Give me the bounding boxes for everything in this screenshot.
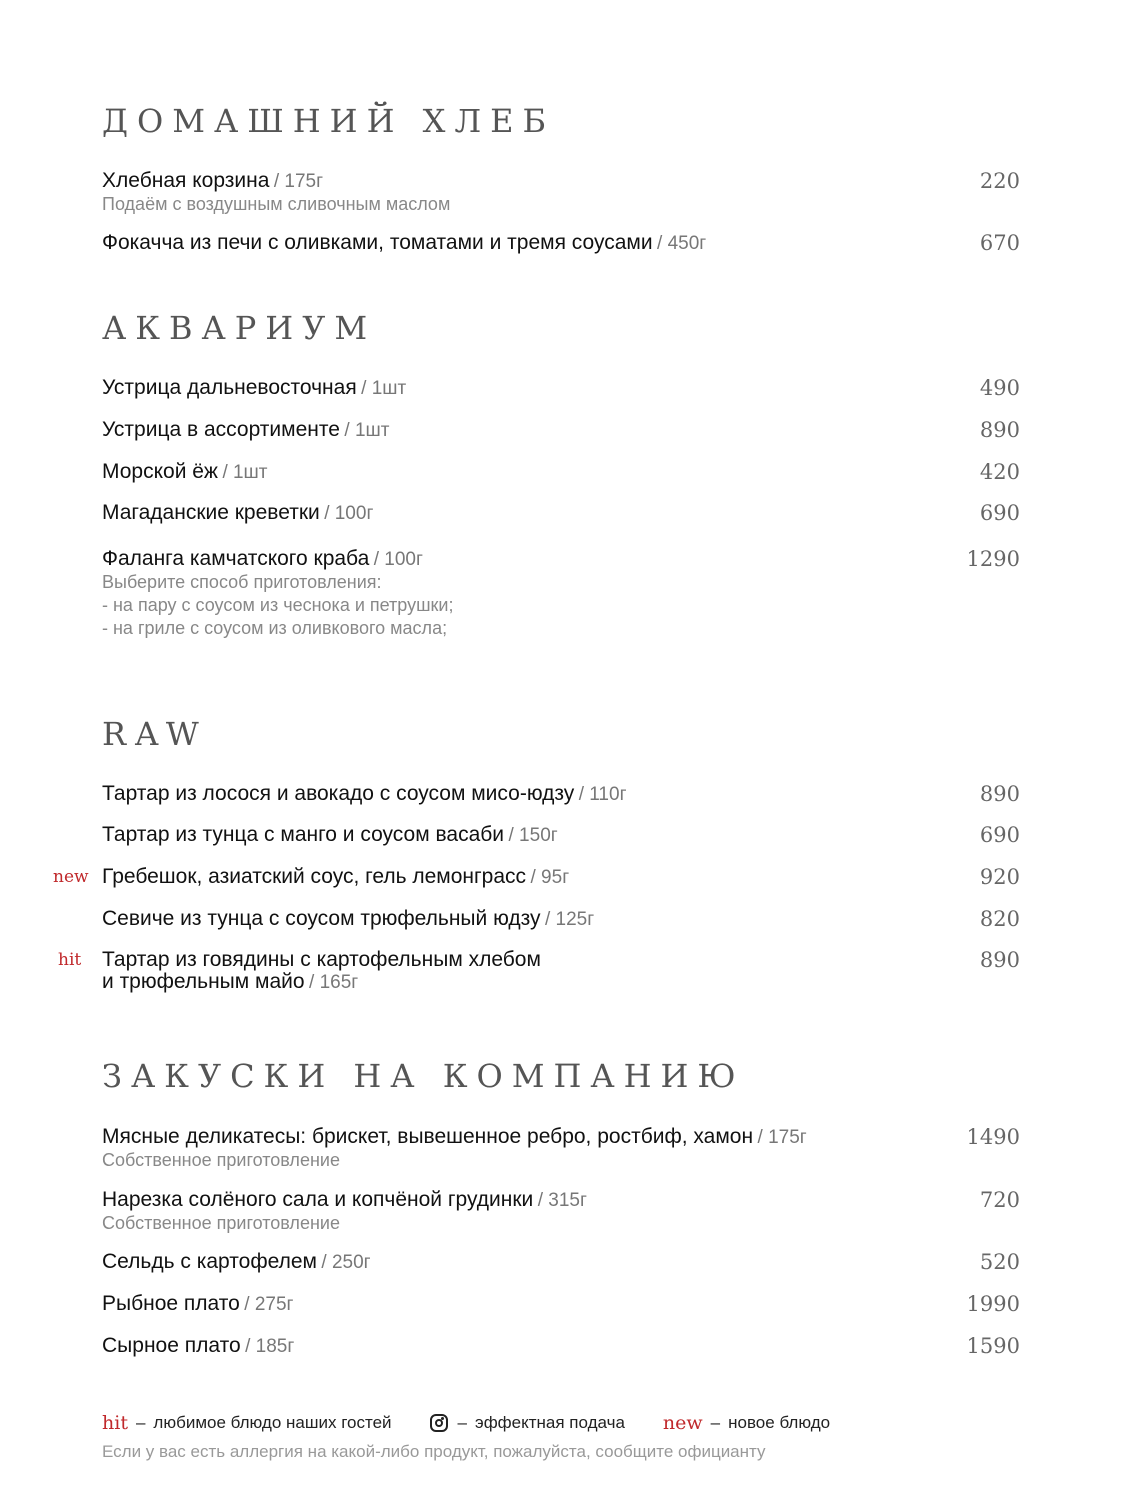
legend-dash: – <box>457 1413 468 1432</box>
item-name: Севиче из тунца с соусом трюфельный юдзу <box>102 907 541 930</box>
item-weight: / 1шт <box>344 420 390 441</box>
item-price: 1490 <box>966 1125 1020 1149</box>
hit-badge: hit <box>58 950 82 970</box>
section-title: АКВАРИУМ <box>102 309 377 347</box>
menu-item <box>102 377 1020 400</box>
section-bread <box>102 102 1020 255</box>
item-description: Подаём с воздушным сливочным маслом <box>102 194 451 214</box>
legend-row <box>102 1410 1002 1436</box>
menu-item <box>58 948 1020 994</box>
item-weight: / 95г <box>530 867 570 888</box>
instagram-icon <box>430 1414 448 1432</box>
menu-item <box>102 1335 1020 1358</box>
item-description-line: Выберите способ приготовления: <box>102 572 382 592</box>
item-name: Фаланга камчатского краба <box>102 547 370 570</box>
item-name: Устрица дальневосточная <box>102 376 357 399</box>
item-price: 890 <box>979 418 1020 442</box>
menu-item <box>102 1126 1020 1172</box>
new-badge: new <box>53 867 89 887</box>
section-title: RAW <box>102 715 208 753</box>
section-snacks <box>102 1057 1020 1358</box>
item-weight: / 450г <box>657 233 707 254</box>
item-price: 920 <box>979 865 1020 889</box>
item-description-line: - на гриле с соусом из оливкового масла; <box>102 618 448 638</box>
item-name: Тартар из лосося и авокадо с соусом мисо-юдзу <box>102 782 575 805</box>
item-name-continued: и трюфельным майо <box>102 970 305 993</box>
item-price: 670 <box>979 231 1020 255</box>
section-title: ДОМАШНИЙ ХЛЕБ <box>102 102 556 140</box>
item-price: 820 <box>979 907 1020 931</box>
item-weight: / 100г <box>373 549 423 570</box>
allergy-notice: Если у вас есть аллергия на какой-либо продукт, пожалуйста, сообщите официанту <box>102 1442 766 1461</box>
item-name: Нарезка солёного сала и копчёной грудинки <box>102 1188 534 1211</box>
item-weight: / 250г <box>321 1252 371 1273</box>
legend-insta-text: эффектная подача <box>475 1413 625 1432</box>
menu-item <box>102 1189 1020 1235</box>
item-price: 890 <box>979 782 1020 806</box>
legend-hit-text: любимое блюдо наших гостей <box>153 1413 392 1432</box>
legend-dash: – <box>710 1413 721 1432</box>
item-name: Рыбное плато <box>102 1292 240 1315</box>
item-weight: / 1шт <box>222 462 268 483</box>
item-weight: / 165г <box>309 972 359 993</box>
item-price: 890 <box>979 948 1020 972</box>
item-price: 490 <box>979 376 1020 400</box>
section-title: ЗАКУСКИ НА КОМПАНИЮ <box>102 1057 745 1095</box>
item-price: 220 <box>979 169 1020 193</box>
new-badge: new <box>662 1412 703 1434</box>
menu-item <box>102 783 1020 806</box>
item-name: Морской ёж <box>102 460 218 483</box>
item-weight: / 110г <box>578 784 627 805</box>
item-weight: / 175г <box>273 171 324 192</box>
legend-new-text: новое блюдо <box>728 1413 831 1432</box>
menu-item <box>102 170 1020 216</box>
item-price: 520 <box>979 1250 1020 1274</box>
item-price: 1290 <box>966 547 1020 571</box>
item-description: Собственное приготовление <box>102 1150 340 1170</box>
item-weight: / 315г <box>537 1190 587 1211</box>
item-description: Собственное приготовление <box>102 1213 340 1233</box>
item-price: 720 <box>979 1188 1020 1212</box>
item-description-line: - на пару с соусом из чеснока и петрушки; <box>102 595 454 615</box>
menu-item <box>102 824 1020 847</box>
item-price: 690 <box>979 823 1020 847</box>
item-name: Сельдь с картофелем <box>102 1250 317 1273</box>
item-name: Тартар из тунца с манго и соусом васаби <box>102 823 505 846</box>
menu-item <box>102 461 1020 484</box>
item-price: 1590 <box>966 1334 1020 1358</box>
menu-item <box>102 908 1020 931</box>
item-weight: / 125г <box>544 909 595 930</box>
menu-item <box>102 1251 1020 1274</box>
item-name: Тартар из говядины с картофельным хлебом <box>102 948 541 971</box>
section-aquarium <box>102 309 1020 638</box>
menu-item <box>102 1293 1020 1316</box>
menu-item <box>102 502 1020 525</box>
item-name: Магаданские креветки <box>102 501 320 524</box>
item-name: Сырное плато <box>102 1334 241 1357</box>
item-price: 690 <box>979 501 1020 525</box>
hit-badge: hit <box>102 1412 128 1434</box>
menu-item <box>53 865 1020 889</box>
item-price: 420 <box>979 460 1020 484</box>
menu-item <box>102 232 1020 255</box>
menu-item <box>102 419 1020 442</box>
item-weight: / 175г <box>757 1127 807 1148</box>
legend <box>102 1410 1002 1462</box>
item-name: Фокачча из печи с оливками, томатами и тремя соусами <box>102 231 653 254</box>
item-weight: / 100г <box>324 503 374 524</box>
section-raw <box>53 715 1020 993</box>
item-weight: / 275г <box>244 1294 294 1315</box>
item-price: 1990 <box>966 1292 1020 1316</box>
menu-item <box>102 548 1020 640</box>
item-name: Устрица в ассортименте <box>102 418 340 441</box>
item-name: Хлебная корзина <box>102 169 270 192</box>
legend-dash: – <box>135 1413 146 1432</box>
item-weight: / 150г <box>508 825 558 846</box>
item-weight: / 1шт <box>361 378 407 399</box>
item-weight: / 185г <box>245 1336 295 1357</box>
item-name: Мясные деликатесы: брискет, вывешенное ребро, ростбиф, хамон <box>102 1125 754 1148</box>
item-name: Гребешок, азиатский соус, гель лемонграсс <box>102 865 527 888</box>
